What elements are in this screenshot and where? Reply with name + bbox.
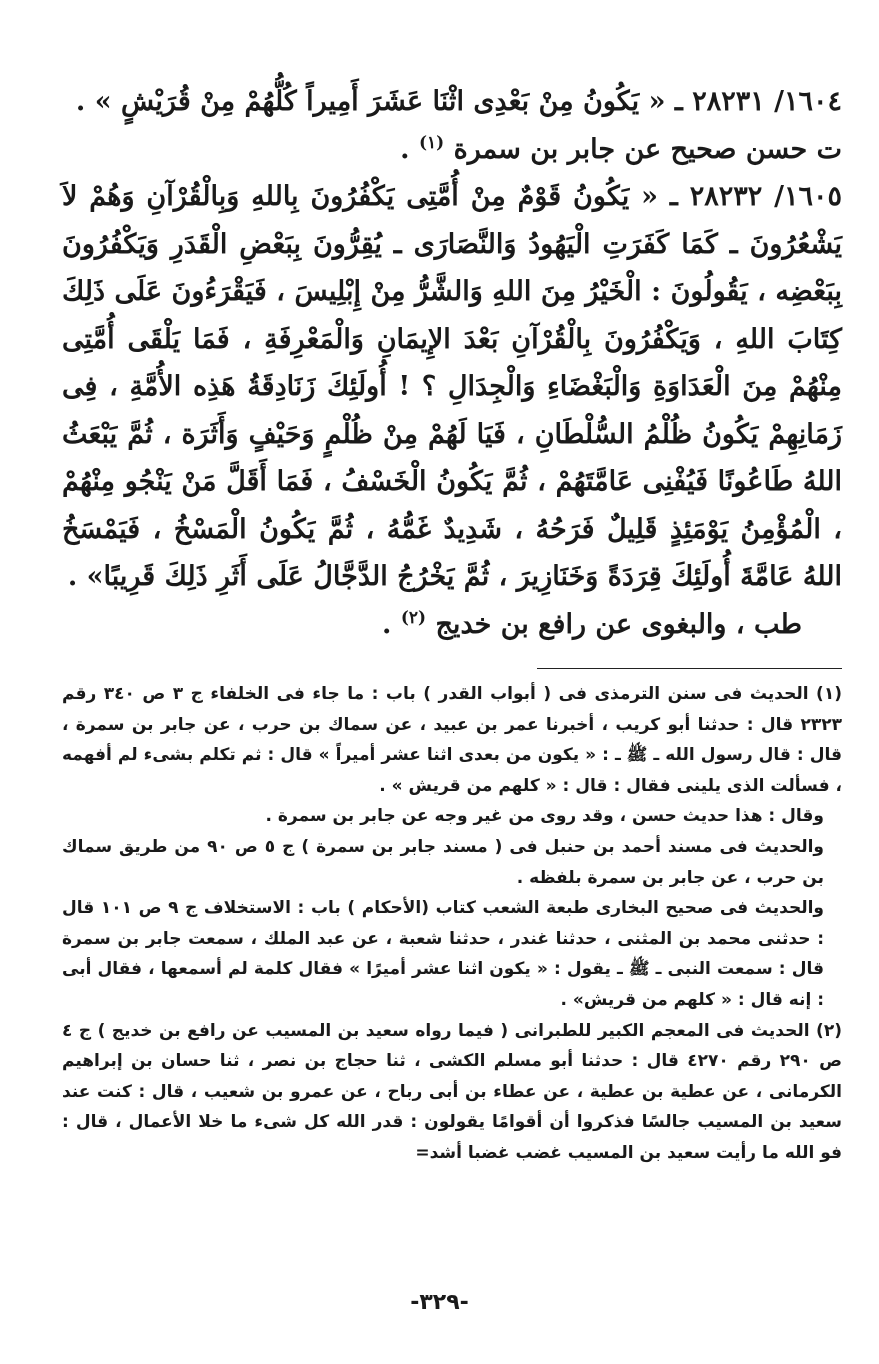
hadith-source: ت حسن صحيح عن جابر بن سمرة $^{(١)}$ . [400, 132, 842, 165]
hadith-text: « يَكُونُ قَوْمٌ مِنْ أُمَّتِى يَكْفُرُونَ بِاللهِ وَبِالْقُرْآنِ وَهُمْ لاَ يَشْعُرُونَ ـ كَمَا كَفَرَتِ الْيَهُودُ وَالنَّصَارَى ـ يُقِرُّونَ بِبَعْضِ الْقَدَرِ وَيَكْفُرُونَ بِبَعْضِه ، يَقُولُونَ : الْخَيْرُ مِنَ اللهِ وَالشَّرُّ مِنْ إِبْلِيسَ ، فَيَقْرَءُونَ عَلَى ذَلِكَ كِتَابَ اللهِ ، وَيَكْفُرُونَ بِالْقُرْآنِ بَعْدَ الإِيمَانِ وَالْمَعْرِفَةِ ، فَمَا يَلْقَى أُمَّتِى مِنْهُمْ مِنَ الْعَدَاوَةِ وَالْبَغْضَاءِ وَالْجِدَالِ ؟ ! أُولَئِكَ زَنَادِقَةُ هَذِه الأُمَّةِ ، فِى زَمَانِهِمْ يَكُونُ ظُلْمُ السُّلْطَانِ ، فَيَا لَهُمْ مِنْ ظُلْمٍ وَحَيْفٍ وَأَثَرَة ، ثُمَّ يَبْعَثُ اللهُ طَاعُونًا فَيُفْنِى عَامَّتَهُمْ ، ثُمَّ يَكُونُ الْخَسْفُ ، فَمَا أَقَلَّ مَنْ يَنْجُو مِنْهُمْ ، الْمُؤْمِنُ يَوْمَئِذٍ قَلِيلٌ فَرَحُهُ ، شَدِيدٌ غَمُّهُ ، ثُمَّ يَكُونُ الْمَسْخُ ، فَيَمْسَخُ اللهُ عَامَّةَ أُولَئِكَ قِرَدَةً وَخَنَازِيرَ ، ثُمَّ يَخْرُجُ الدَّجَّالُ عَلَى أَثَرِ ذَلِكَ قَرِيبًا» . [62, 181, 842, 592]
footnotes [62, 679, 842, 1169]
footnote-paragraph: وقال : هذا حديث حسن ، وقد روى من غير وجه عن جابر بن سمرة . [265, 806, 824, 827]
footnote-marker: (١) [816, 684, 842, 704]
hadith-number: ١٦٠٤/ ٢٨٢٣١ [692, 86, 842, 117]
hadith-text: « يَكُونُ مِنْ بَعْدِى اثْنَا عَشَرَ أَمِيراً كُلُّهُمْ مِنْ قُرَيْشٍ » . [75, 86, 666, 117]
hadith-source: طب ، والبغوى عن رافع بن خديج $^{(٢)}$ . [382, 607, 802, 640]
source-text: طب ، والبغوى عن رافع بن خديج [435, 608, 802, 640]
footnote-1 [62, 679, 842, 801]
footnote-paragraph: والحديث فى صحيح البخارى طبعة الشعب كتاب (الأحكام ) باب : الاستخلاف ج ٩ ص ١٠١ قال : حدثنى محمد بن المثنى ، حدثنا غندر ، حدثنا شعبة ، عن عبد الملك ، سمعت جابر بن سمرة قال : سمعت النبى ـ ﷺ ـ يقول : « يكون اثنا عشر أميرًا » فقال كلمة لم أسمعها ، فقال أبى : إنه قال : « كلهم من قريش» . [62, 898, 824, 1010]
footnote-text: الحديث فى المعجم الكبير للطبرانى ( فيما رواه سعيد بن المسيب عن رافع بن خديج ) ج ٤ ص ٢٩٠ رقم ٤٢٧٠ قال : حدثنا أبو مسلم الكشى ، ثنا حجاج بن نصر ، ثنا حسان بن إبراهيم الكرمانى ، عن عطية بن عطية ، عن عطاء بن أبى رباح ، عن عمرو بن شعيب ، قال : كنت عند سعيد بن المسيب جالسًا فذكروا أن أقوامًا يقولون : قدر الله كل شىء ما خلا الأعمال ، قال : فو الله ما رأيت سعيد بن المسيب غضب غضبا أشد= [62, 1020, 843, 1163]
hadith-number: ١٦٠٥/ ٢٨٢٣٢ [689, 181, 842, 212]
footnote-paragraph: والحديث فى مسند أحمد بن حنبل فى ( مسند جابر بن سمرة ) ج ٥ ص ٩٠ من طريق سماك بن حرب ، عن جابر بن سمرة بلفظه . [62, 836, 824, 888]
hadith-1604: ١٦٠٤/ ٢٨٢٣١ ـ « يَكُونُ مِنْ بَعْدِى اثْنَا عَشَرَ أَمِيراً كُلُّهُمْ مِنْ قُرَيْشٍ » . [75, 86, 842, 117]
page-number: -٣٢٩- [410, 1290, 469, 1315]
hadith-1605: ١٦٠٥/ ٢٨٢٣٢ ـ « يَكُونُ قَوْمٌ مِنْ أُمَّتِى يَكْفُرُونَ بِاللهِ وَبِالْقُرْآنِ وَهُمْ لاَ يَشْعُرُونَ ـ كَمَا كَفَرَتِ الْيَهُودُ وَالنَّصَارَى ـ يُقِرُّونَ بِبَعْضِ الْقَدَرِ وَيَكْفُرُونَ بِبَعْضِه ، يَقُولُونَ : الْخَيْرُ مِنَ اللهِ وَالشَّرُّ مِنْ إِبْلِيسَ ، فَيَقْرَءُونَ عَلَى ذَلِكَ كِتَابَ اللهِ ، وَيَكْفُرُونَ بِالْقُرْآنِ بَعْدَ الإِيمَانِ وَالْمَعْرِفَةِ ، فَمَا يَلْقَى أُمَّتِى مِنْهُمْ مِنَ الْعَدَاوَةِ وَالْبَغْضَاءِ وَالْجِدَالِ ؟ ! أُولَئِكَ زَنَادِقَةُ هَذِه الأُمَّةِ ، فِى زَمَانِهِمْ يَكُونُ ظُلْمُ السُّلْطَانِ ، فَيَا لَهُمْ مِنْ ظُلْمٍ وَحَيْفٍ وَأَثَرَة ، ثُمَّ يَبْعَثُ اللهُ طَاعُونًا فَيُفْنِى عَامَّتَهُمْ ، ثُمَّ يَكُونُ الْخَسْفُ ، فَمَا أَقَلَّ مَنْ يَنْجُو مِنْهُمْ ، الْمُؤْمِنُ يَوْمَئِذٍ قَلِيلٌ فَرَحُهُ ، شَدِيدٌ غَمُّهُ ، ثُمَّ يَكُونُ الْمَسْخُ ، فَيَمْسَخُ اللهُ عَامَّةَ أُولَئِكَ قِرَدَةً وَخَنَازِيرَ ، ثُمَّ يَخْرُجُ الدَّجَّالُ عَلَى أَثَرِ ذَلِكَ قَرِيبًا» . [62, 181, 842, 592]
main-text [62, 78, 842, 648]
footnote-ref[interactable]: (٢) [400, 607, 427, 628]
footnote-text: الحديث فى سنن الترمذى فى ( أبواب القدر ) باب : ما جاء فى الخلفاء ج ٣ ص ٣٤٠ رقم ٢٣٢٣ قال : حدثنا أبو كريب ، أخبرنا عمر بن عبيد ، عن سماك بن حرب ، عن جابر بن سمرة ، قال : قال رسول الله ـ ﷺ ـ : « يكون من بعدى اثنا عشر أميراً » قال : ثم تكلم بشىء لم أفهمه ، فسألت الذى يلينى فقال : قال : « كلهم من قريش » . [62, 684, 842, 796]
footnote-ref[interactable]: (١) [418, 132, 445, 153]
footnote-divider [537, 668, 842, 669]
book-page [62, 78, 842, 1338]
footnote-2 [62, 1016, 842, 1169]
footnote-marker: (٢) [816, 1020, 842, 1041]
source-text: ت حسن صحيح عن جابر بن سمرة [453, 133, 842, 165]
